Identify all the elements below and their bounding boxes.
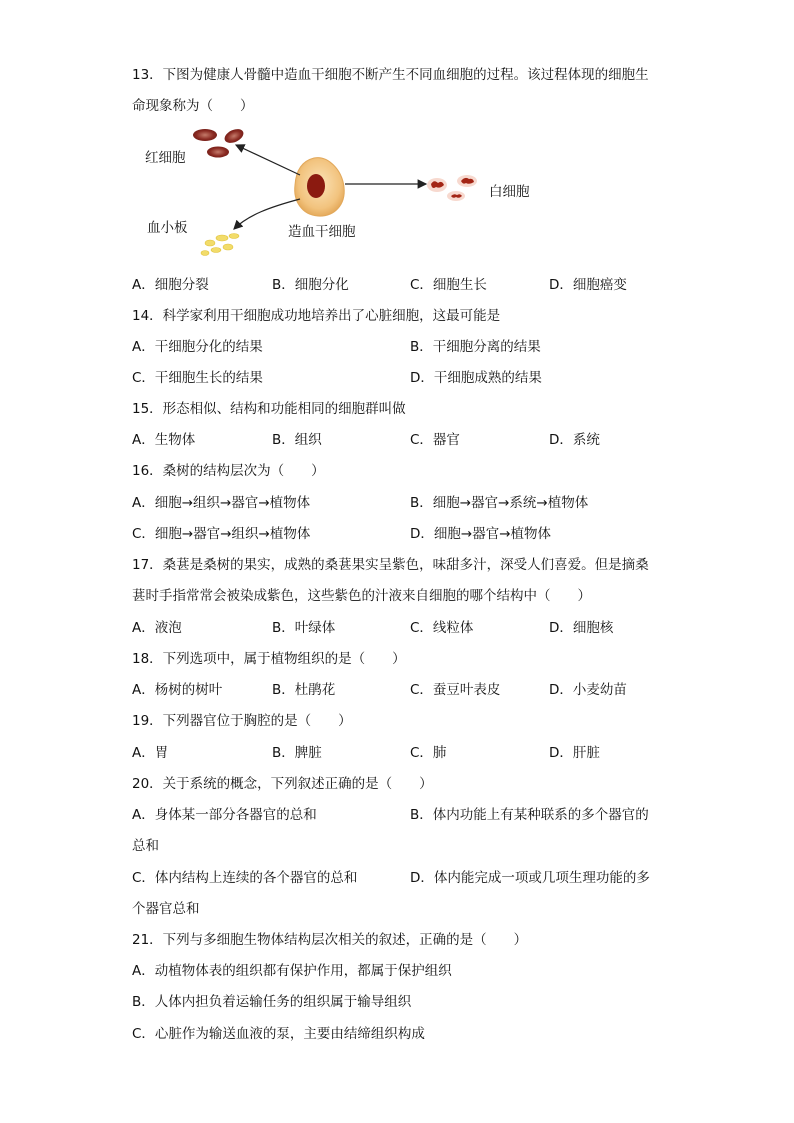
q14-option-d[interactable]: D．干细胞成熟的结果 xyxy=(410,370,542,386)
q14-option-c[interactable]: C．干细胞生长的结果 xyxy=(132,370,263,386)
q15-option-b[interactable]: B．组织 xyxy=(272,432,322,448)
q13-option-c[interactable]: C．细胞生长 xyxy=(410,277,487,293)
q19-option-b[interactable]: B．脾脏 xyxy=(272,745,322,761)
q17-stem-line2: 葚时手指常常会被染成紫色，这些紫色的汁液来自细胞的哪个结构中（ ） xyxy=(132,588,591,604)
q17-option-a[interactable]: A．液泡 xyxy=(132,620,182,636)
q16-stem: 16．桑树的结构层次为（ ） xyxy=(132,463,325,479)
q14-option-a[interactable]: A．干细胞分化的结果 xyxy=(132,339,263,355)
q21-option-a[interactable]: A．动植物体表的组织都有保护作用，都属于保护组织 xyxy=(132,963,452,979)
q14-option-b[interactable]: B．干细胞分离的结果 xyxy=(410,339,541,355)
red-blood-cell xyxy=(207,147,229,158)
q17-stem-line1: 17．桑葚是桑树的果实，成熟的桑葚果实呈紫色，味甜多汁，深受人们喜爱。但是摘桑 xyxy=(132,557,649,573)
q20-option-b[interactable]: B．体内功能上有某种联系的多个器官的 xyxy=(410,807,649,823)
q21-option-c[interactable]: C．心脏作为输送血液的泵，主要由结缔组织构成 xyxy=(132,1026,425,1042)
label-white-cell: 白细胞 xyxy=(489,184,530,200)
red-blood-cell xyxy=(193,129,217,141)
q18-option-b[interactable]: B．杜鹃花 xyxy=(272,682,336,698)
q16-option-a[interactable]: A．细胞→组织→器官→植物体 xyxy=(132,495,311,511)
q19-stem: 19．下列器官位于胸腔的是（ ） xyxy=(132,713,352,729)
q15-stem: 15．形态相似、结构和功能相同的细胞群叫做 xyxy=(132,401,406,417)
q17-option-d[interactable]: D．细胞核 xyxy=(549,620,614,636)
red-blood-cell xyxy=(222,126,245,145)
q18-option-d[interactable]: D．小麦幼苗 xyxy=(549,682,627,698)
q19-option-d[interactable]: D．肝脏 xyxy=(549,745,600,761)
q13-stem-line1: 13．下图为健康人骨髓中造血干细胞不断产生不同血细胞的过程。该过程体现的细胞生 xyxy=(132,67,649,83)
q13-option-b[interactable]: B．细胞分化 xyxy=(272,277,349,293)
red-blood-cells xyxy=(193,126,246,157)
q18-stem: 18．下列选项中，属于植物组织的是（ ） xyxy=(132,651,406,667)
q13-stem-line2: 命现象称为（ ） xyxy=(132,98,254,114)
q20-option-d-continued[interactable]: 个器官总和 xyxy=(132,901,200,917)
q17-option-c[interactable]: C．线粒体 xyxy=(410,620,474,636)
q18-option-a[interactable]: A．杨树的树叶 xyxy=(132,682,223,698)
q17-option-b[interactable]: B．叶绿体 xyxy=(272,620,336,636)
q19-option-c[interactable]: C．肺 xyxy=(410,745,447,761)
q16-option-c[interactable]: C．细胞→器官→组织→植物体 xyxy=(132,526,311,542)
q21-option-b[interactable]: B．人体内担负着运输任务的组织属于输导组织 xyxy=(132,994,412,1010)
label-stem-cell: 造血干细胞 xyxy=(288,224,356,240)
q20-option-b-continued[interactable]: 总和 xyxy=(132,838,159,854)
q15-option-a[interactable]: A．生物体 xyxy=(132,432,196,448)
q15-option-d[interactable]: D．系统 xyxy=(549,432,600,448)
q13-option-d[interactable]: D．细胞癌变 xyxy=(549,277,627,293)
q20-option-a[interactable]: A．身体某一部分各器官的总和 xyxy=(132,807,317,823)
q19-option-a[interactable]: A．胃 xyxy=(132,745,169,761)
label-platelet: 血小板 xyxy=(147,220,188,236)
q13-option-a[interactable]: A．细胞分裂 xyxy=(132,277,209,293)
q20-option-c[interactable]: C．体内结构上连续的各个器官的总和 xyxy=(132,870,358,886)
white-blood-cells xyxy=(427,175,477,201)
q20-stem: 20．关于系统的概念，下列叙述正确的是（ ） xyxy=(132,776,433,792)
q16-option-d[interactable]: D．细胞→器官→植物体 xyxy=(410,526,552,542)
arrow-to-red xyxy=(236,145,300,175)
q16-option-b[interactable]: B．细胞→器官→系统→植物体 xyxy=(410,495,589,511)
q21-stem: 21．下列与多细胞生物体结构层次相关的叙述，正确的是（ ） xyxy=(132,932,528,948)
q14-stem: 14．科学家利用干细胞成功地培养出了心脏细胞，这最可能是 xyxy=(132,308,501,324)
q18-option-c[interactable]: C．蚕豆叶表皮 xyxy=(410,682,501,698)
stem-cell xyxy=(295,158,344,216)
q15-option-c[interactable]: C．器官 xyxy=(410,432,460,448)
label-red-cell: 红细胞 xyxy=(145,150,186,166)
platelets xyxy=(201,234,239,256)
q20-option-d[interactable]: D．体内能完成一项或几项生理功能的多 xyxy=(410,870,650,886)
blood-cell-diagram xyxy=(130,125,550,265)
